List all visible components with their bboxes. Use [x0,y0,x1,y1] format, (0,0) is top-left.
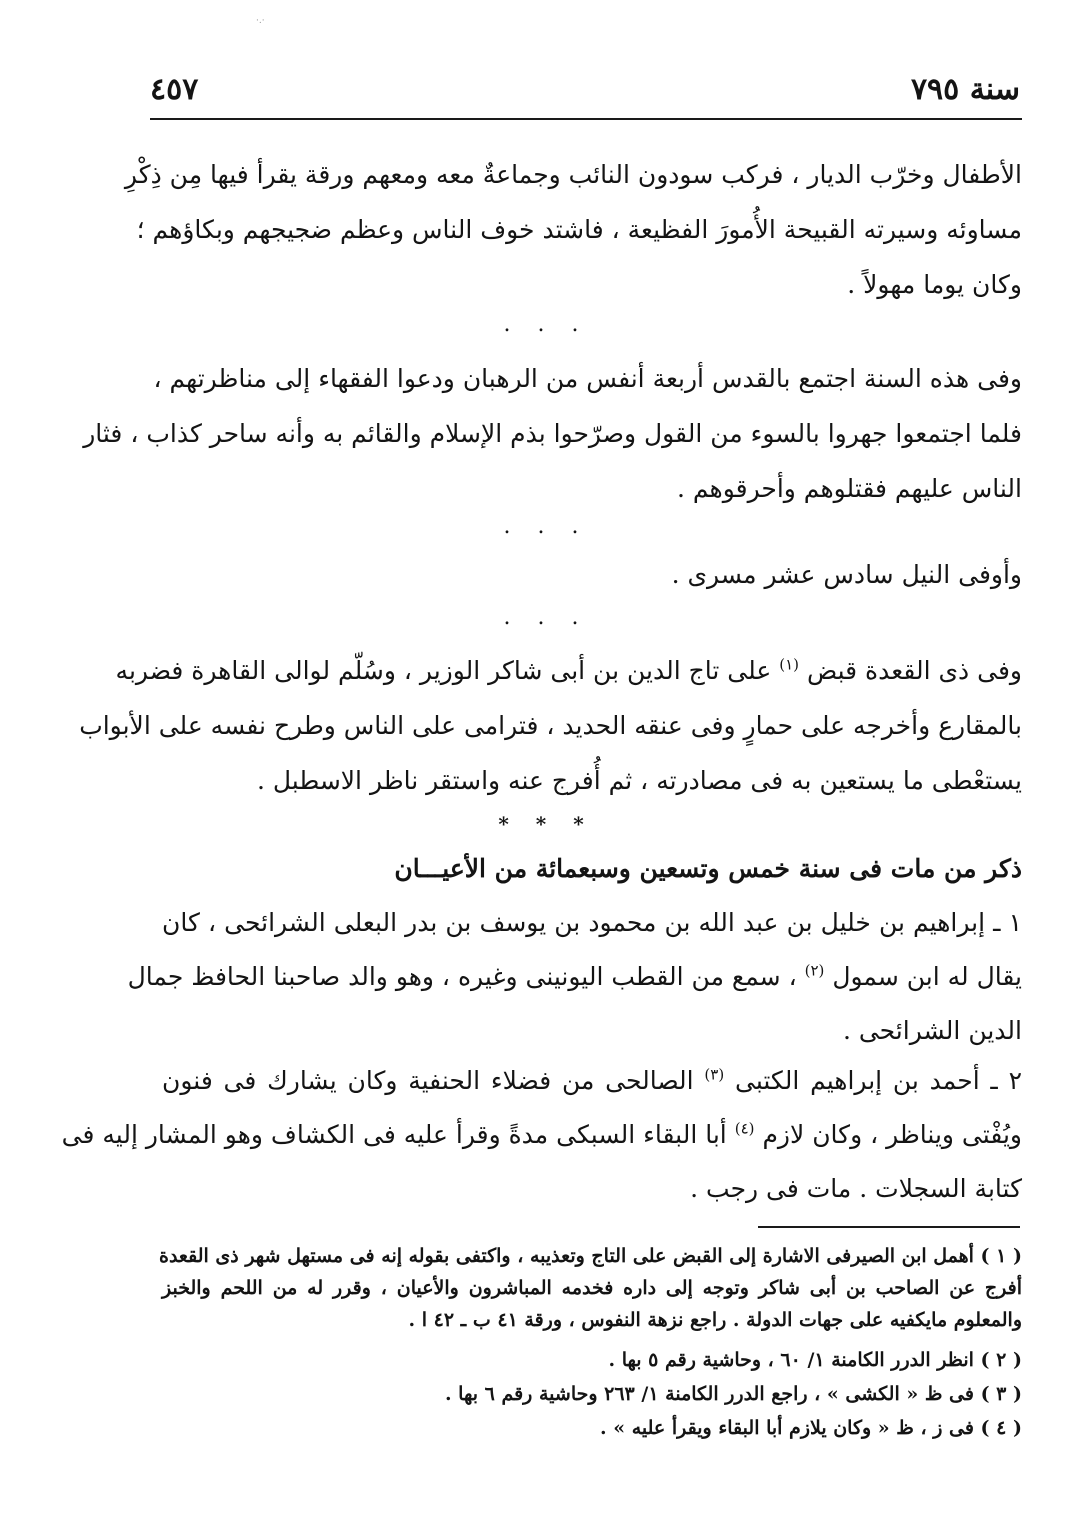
footnote-line: ( ٣ ) فى ظ « الكشى » ، راجع الدرر الكامنة ١/ ٢٦٣ وحاشية رقم ٦ بها . [444,1383,1022,1405]
footnote-line: والمعلوم مايكفيه على جهات الدولة . راجع نزهة النفوس ، ورقة ٤١ ب ـ ٤٢ ا . [408,1309,1022,1331]
text-line: كتابة السجلات . مات فى رجب . [690,1174,1022,1203]
footnote-rule [758,1226,1020,1228]
page-number: ٤٥٧ [150,72,199,107]
text-segment: الصالحى من فضلاء الحنفية وكان يشارك فى فنون [162,1066,694,1095]
footnote-line: ( ٢ ) انظر الدرر الكامنة ١/ ٦٠ ، وحاشية رقم ٥ بها . [608,1349,1022,1371]
text-segment: ٢ ـ أحمد بن إبراهيم الكتبى [735,1066,1022,1095]
page-header [150,72,1020,118]
section-heading: ذكر من مات فى سنة خمس وتسعين وسبعمائة من الأعيـــان [394,854,1022,883]
text-line: مساوئه وسيرته القبيحة الأُمورَ الفظيعة ، فاشتد خوف الناس وعظم ضجيجهم وبكاؤهم ؛ [136,215,1022,244]
text-line: الأطفال وخرّب الديار ، فركب سودون النائب وجماعةٌ معه ومعهم ورقة يقرأ فيها مِن ذِكْرِ [124,160,1022,189]
text-line [115,654,1022,688]
footnote-line: ( ٤ ) فى ز ، ظ « وكان يلازم أبا البقاء ويقرأ عليه » . [600,1417,1022,1439]
text-segment: ويُفْتى ويناظر ، وكان لازم [762,1120,1022,1149]
text-line: فلما اجتمعوا جهروا بالسوء من القول وصرّحوا بذم الإسلام والقائم به وأنه ساحر كذاب ، فثار [83,419,1022,448]
running-head-year: سنة ٧٩٥ [910,72,1020,107]
footnote-line: أفرج عن الصاحب بن أبى شاكر وتوجه إلى داره فخدمه المباشرون والأعيان ، وقرر له من اللحم والخبز [162,1277,1022,1299]
text-segment: على تاج الدين بن أبى شاكر الوزير ، وسُلّم لوالى القاهرة فضربه [115,656,772,685]
text-line [162,1064,1022,1098]
footnote-line: ( ١ ) أهمل ابن الصيرفى الاشارة إلى القبض على التاج وتعذيبه ، واكتفى بقوله إنه فى مستهل شهر ذى القعدة [158,1245,1022,1267]
section-separator: . . . [503,514,589,539]
text-segment: يقال له ابن سمول [832,962,1022,991]
text-segment: أبا البقاء السبكى مدةً وقرأ عليه فى الكشاف وهو المشار إليه فى [61,1120,727,1149]
text-line: الناس عليهم فقتلوهم وأحرقوهم . [677,474,1022,503]
text-line [127,960,1022,994]
text-line [61,1118,1022,1152]
footnote-ref: (٤) [734,1119,755,1138]
header-rule [150,118,1022,120]
text-segment: ، سمع من القطب اليونينى وغيره ، وهو والد صاحبنا الحافظ جمال [127,962,797,991]
section-separator: . . . [503,605,589,630]
footnote-ref: (٣) [704,1065,725,1084]
section-separator: . . . [503,312,589,337]
text-line: الدين الشرائحى . [842,1016,1022,1045]
section-separator-stars: * * * [498,812,594,836]
text-line: بالمقارع وأخرجه على حمارٍ وفى عنقه الحديد ، فترامى على الناس وطرح نفسه على الأبواب [79,711,1022,740]
text-segment: وفى ذى القعدة قبض [806,656,1022,685]
text-line: وفى هذه السنة اجتمع بالقدس أربعة أنفس من الرهبان ودعوا الفقهاء إلى مناظرتهم ، [153,364,1022,393]
scan-mark: ·.· [256,16,265,26]
text-line: يستعْطى ما يستعين به فى مصادرته ، ثم أُفرج عنه واستقر ناظر الاسطبل . [256,766,1022,795]
footnote-ref: (١) [779,655,800,674]
text-line: وكان يوما مهولاً . [847,270,1022,299]
text-line: ١ ـ إبراهيم بن خليل بن عبد الله بن محمود بن يوسف بن بدر البعلى الشرائحى ، كان [162,908,1022,937]
text-line: وأوفى النيل سادس عشر مسرى . [671,560,1022,589]
footnote-ref: (٢) [804,961,825,980]
